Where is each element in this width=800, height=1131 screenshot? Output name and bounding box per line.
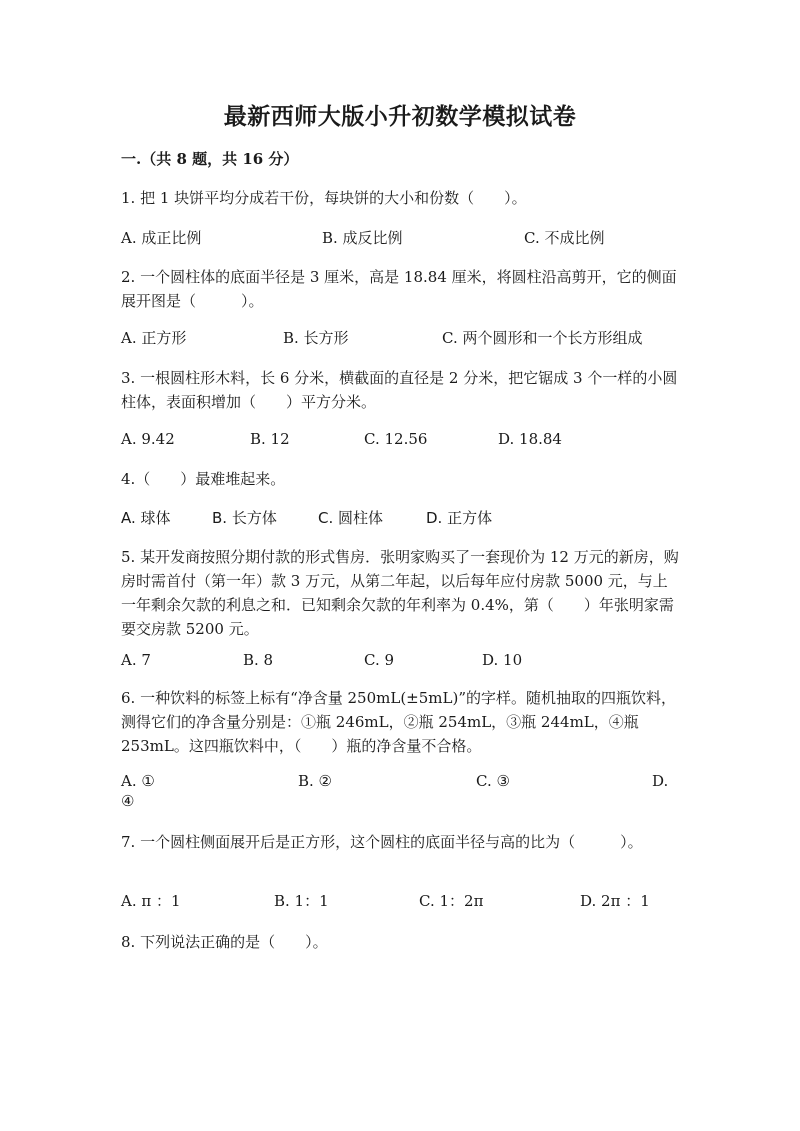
- q5-option-d[interactable]: D. 10: [482, 651, 523, 669]
- question-2: 2. 一个圆柱体的底面半径是 3 厘米，高是 18.84 厘米，将圆柱沿高剪开，它的侧面展开图是（ ）。: [121, 268, 677, 310]
- question-1: 1. 把 1 块饼平均分成若干份，每块饼的大小和份数（ ）。: [121, 189, 527, 207]
- q2-option-a[interactable]: A. 正方形: [121, 329, 187, 347]
- q3-option-b[interactable]: B. 12: [250, 430, 290, 448]
- question-4: 4.（ ）最难堆起来。: [121, 470, 286, 488]
- q3-option-a[interactable]: A. 9.42: [121, 430, 175, 448]
- question-8: 8. 下列说法正确的是（ ）。: [121, 933, 328, 951]
- q7-option-d[interactable]: D. 2π ：1: [580, 892, 650, 910]
- q6-option-d[interactable]: D.: [652, 772, 669, 790]
- page-title: 最新西师大版小升初数学模拟试卷: [223, 103, 577, 130]
- q7-option-a[interactable]: A. π ：1: [121, 892, 181, 910]
- q1-option-b[interactable]: B. 成反比例: [322, 229, 403, 247]
- q6-option-b[interactable]: B. ②: [298, 772, 333, 790]
- q7-option-c[interactable]: C. 1：2π: [419, 892, 484, 910]
- q6-option-d-continued[interactable]: ④: [121, 792, 135, 810]
- q5-option-b[interactable]: B. 8: [243, 651, 274, 669]
- q4-option-b[interactable]: B. 长方体: [212, 509, 277, 527]
- q3-option-c[interactable]: C. 12.56: [364, 430, 428, 448]
- q6-option-c[interactable]: C. ③: [476, 772, 510, 790]
- q3-option-d[interactable]: D. 18.84: [498, 430, 562, 448]
- q4-option-a[interactable]: A. 球体: [121, 509, 171, 527]
- q5-option-a[interactable]: A. 7: [121, 651, 151, 669]
- q2-option-b[interactable]: B. 长方形: [283, 329, 349, 347]
- q1-option-c[interactable]: C. 不成比例: [524, 229, 605, 247]
- q1-option-a[interactable]: A. 成正比例: [121, 229, 202, 247]
- q4-option-d[interactable]: D. 正方体: [426, 509, 493, 527]
- q7-option-b[interactable]: B. 1：1: [274, 892, 329, 910]
- question-7: 7. 一个圆柱侧面展开后是正方形，这个圆柱的底面半径与高的比为（ ）。: [121, 833, 643, 851]
- q4-option-c[interactable]: C. 圆柱体: [318, 509, 384, 527]
- q5-option-c[interactable]: C. 9: [364, 651, 395, 669]
- question-5: 5. 某开发商按照分期付款的形式售房．张明家购买了一套现价为 12 万元的新房，购房时需首付（第一年）款 3 万元，从第二年起，以后每年应付房款 5000 元，与上一年剩余欠款的利息之和．已知剩余欠款的年利率为 0.4%，第（ ）年张明家需要交房款 5200 元。: [121, 548, 679, 638]
- q6-option-a[interactable]: A. ①: [121, 772, 155, 790]
- question-3: 3. 一根圆柱形木料，长 6 分米，横截面的直径是 2 分米，把它锯成 3 个一样的小圆柱体，表面积增加（ ）平方分米。: [121, 369, 678, 411]
- section-header: 一.（共 8 题，共 16 分）: [121, 150, 299, 168]
- q2-option-c[interactable]: C. 两个圆形和一个长方形组成: [442, 329, 643, 347]
- question-6: 6. 一种饮料的标签上标有“净含量 250mL(±5mL)”的字样。随机抽取的四瓶饮料，测得它们的净含量分别是：①瓶 246mL，②瓶 254mL，③瓶 244mL，④瓶 253mL。这四瓶饮料中，（ ）瓶的净含量不合格。: [121, 689, 677, 755]
